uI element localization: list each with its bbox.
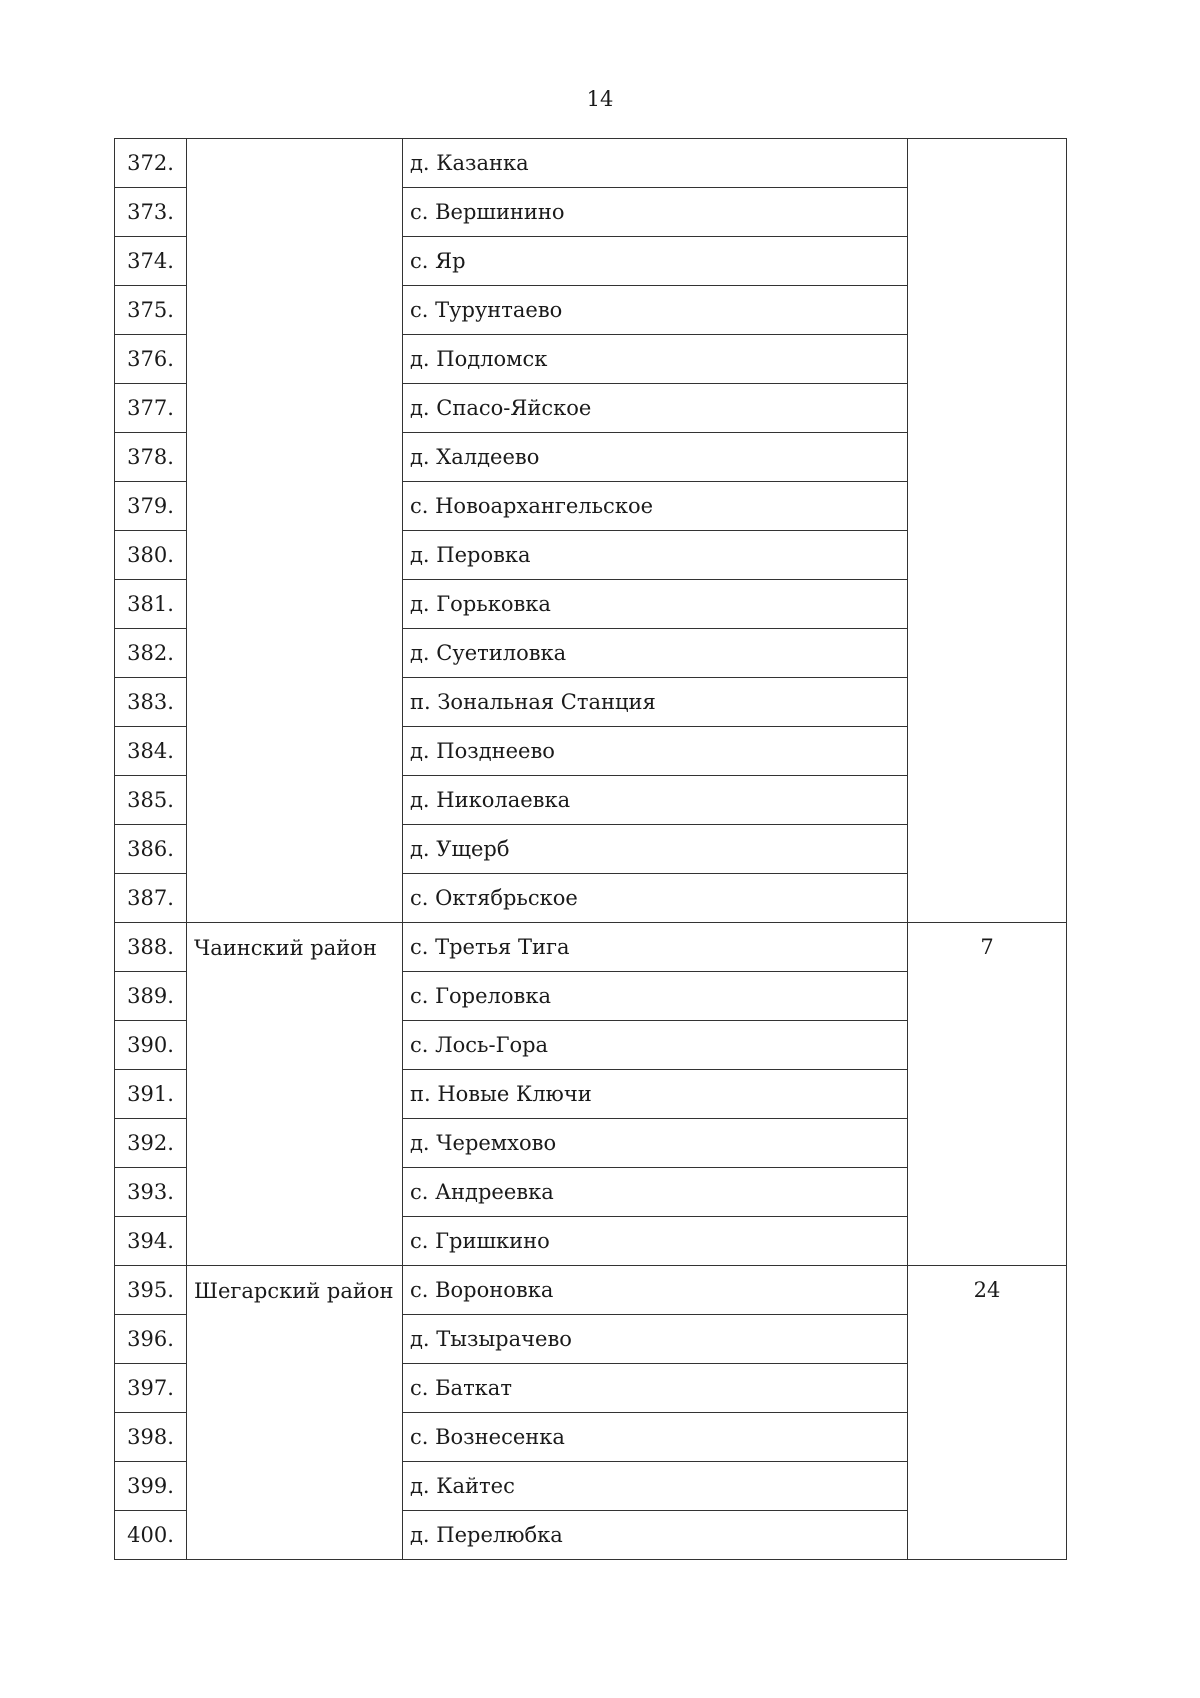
settlement-cell: с. Турунтаево [403, 286, 908, 335]
settlement-cell: с. Новоархангельское [403, 482, 908, 531]
settlement-cell: д. Черемхово [403, 1119, 908, 1168]
settlement-cell: с. Яр [403, 237, 908, 286]
row-number-cell: 380. [115, 531, 187, 580]
settlement-cell: д. Казанка [403, 139, 908, 188]
row-number-cell: 373. [115, 188, 187, 237]
district-cell [187, 139, 403, 923]
count-cell: 7 [908, 923, 1067, 1266]
count-cell: 24 [908, 1266, 1067, 1560]
settlement-cell: д. Николаевка [403, 776, 908, 825]
settlement-cell: д. Спасо-Яйское [403, 384, 908, 433]
row-number-cell: 389. [115, 972, 187, 1021]
settlement-cell: с. Лось-Гора [403, 1021, 908, 1070]
settlement-cell: п. Зональная Станция [403, 678, 908, 727]
row-number-cell: 399. [115, 1462, 187, 1511]
settlement-cell: д. Горьковка [403, 580, 908, 629]
row-number-cell: 378. [115, 433, 187, 482]
district-cell: Чаинский район [187, 923, 403, 1266]
count-cell [908, 139, 1067, 923]
settlement-cell: д. Халдеево [403, 433, 908, 482]
row-number-cell: 372. [115, 139, 187, 188]
row-number-cell: 386. [115, 825, 187, 874]
settlement-cell: д. Тызырачево [403, 1315, 908, 1364]
row-number-cell: 379. [115, 482, 187, 531]
row-number-cell: 391. [115, 1070, 187, 1119]
settlement-cell: с. Баткат [403, 1364, 908, 1413]
settlement-cell: с. Третья Тига [403, 923, 908, 972]
row-number-cell: 375. [115, 286, 187, 335]
row-number-cell: 395. [115, 1266, 187, 1315]
row-number-cell: 397. [115, 1364, 187, 1413]
row-number-cell: 394. [115, 1217, 187, 1266]
row-number-cell: 384. [115, 727, 187, 776]
row-number-cell: 390. [115, 1021, 187, 1070]
row-number-cell: 383. [115, 678, 187, 727]
settlement-cell: д. Суетиловка [403, 629, 908, 678]
settlements-table [114, 138, 1067, 1560]
district-cell: Шегарский район [187, 1266, 403, 1560]
row-number-cell: 382. [115, 629, 187, 678]
row-number-cell: 376. [115, 335, 187, 384]
settlement-cell: с. Гореловка [403, 972, 908, 1021]
settlements-table-body [115, 139, 1067, 1560]
settlement-cell: с. Вершинино [403, 188, 908, 237]
row-number-cell: 392. [115, 1119, 187, 1168]
page-number: 14 [586, 87, 614, 111]
row-number-cell: 393. [115, 1168, 187, 1217]
row-number-cell: 396. [115, 1315, 187, 1364]
settlement-cell: д. Позднеево [403, 727, 908, 776]
settlement-cell: д. Перовка [403, 531, 908, 580]
settlement-cell: с. Вознесенка [403, 1413, 908, 1462]
settlement-cell: д. Ущерб [403, 825, 908, 874]
row-number-cell: 374. [115, 237, 187, 286]
row-number-cell: 398. [115, 1413, 187, 1462]
settlement-cell: с. Вороновка [403, 1266, 908, 1315]
row-number-cell: 400. [115, 1511, 187, 1560]
settlement-cell: д. Кайтес [403, 1462, 908, 1511]
settlement-cell: п. Новые Ключи [403, 1070, 908, 1119]
settlement-cell: с. Октябрьское [403, 874, 908, 923]
settlement-cell: д. Подломск [403, 335, 908, 384]
table-row [115, 1266, 1067, 1315]
settlement-cell: с. Андреевка [403, 1168, 908, 1217]
row-number-cell: 385. [115, 776, 187, 825]
row-number-cell: 387. [115, 874, 187, 923]
table-row [115, 139, 1067, 188]
row-number-cell: 377. [115, 384, 187, 433]
settlement-cell: д. Перелюбка [403, 1511, 908, 1560]
row-number-cell: 388. [115, 923, 187, 972]
table-row [115, 923, 1067, 972]
settlement-cell: с. Гришкино [403, 1217, 908, 1266]
row-number-cell: 381. [115, 580, 187, 629]
